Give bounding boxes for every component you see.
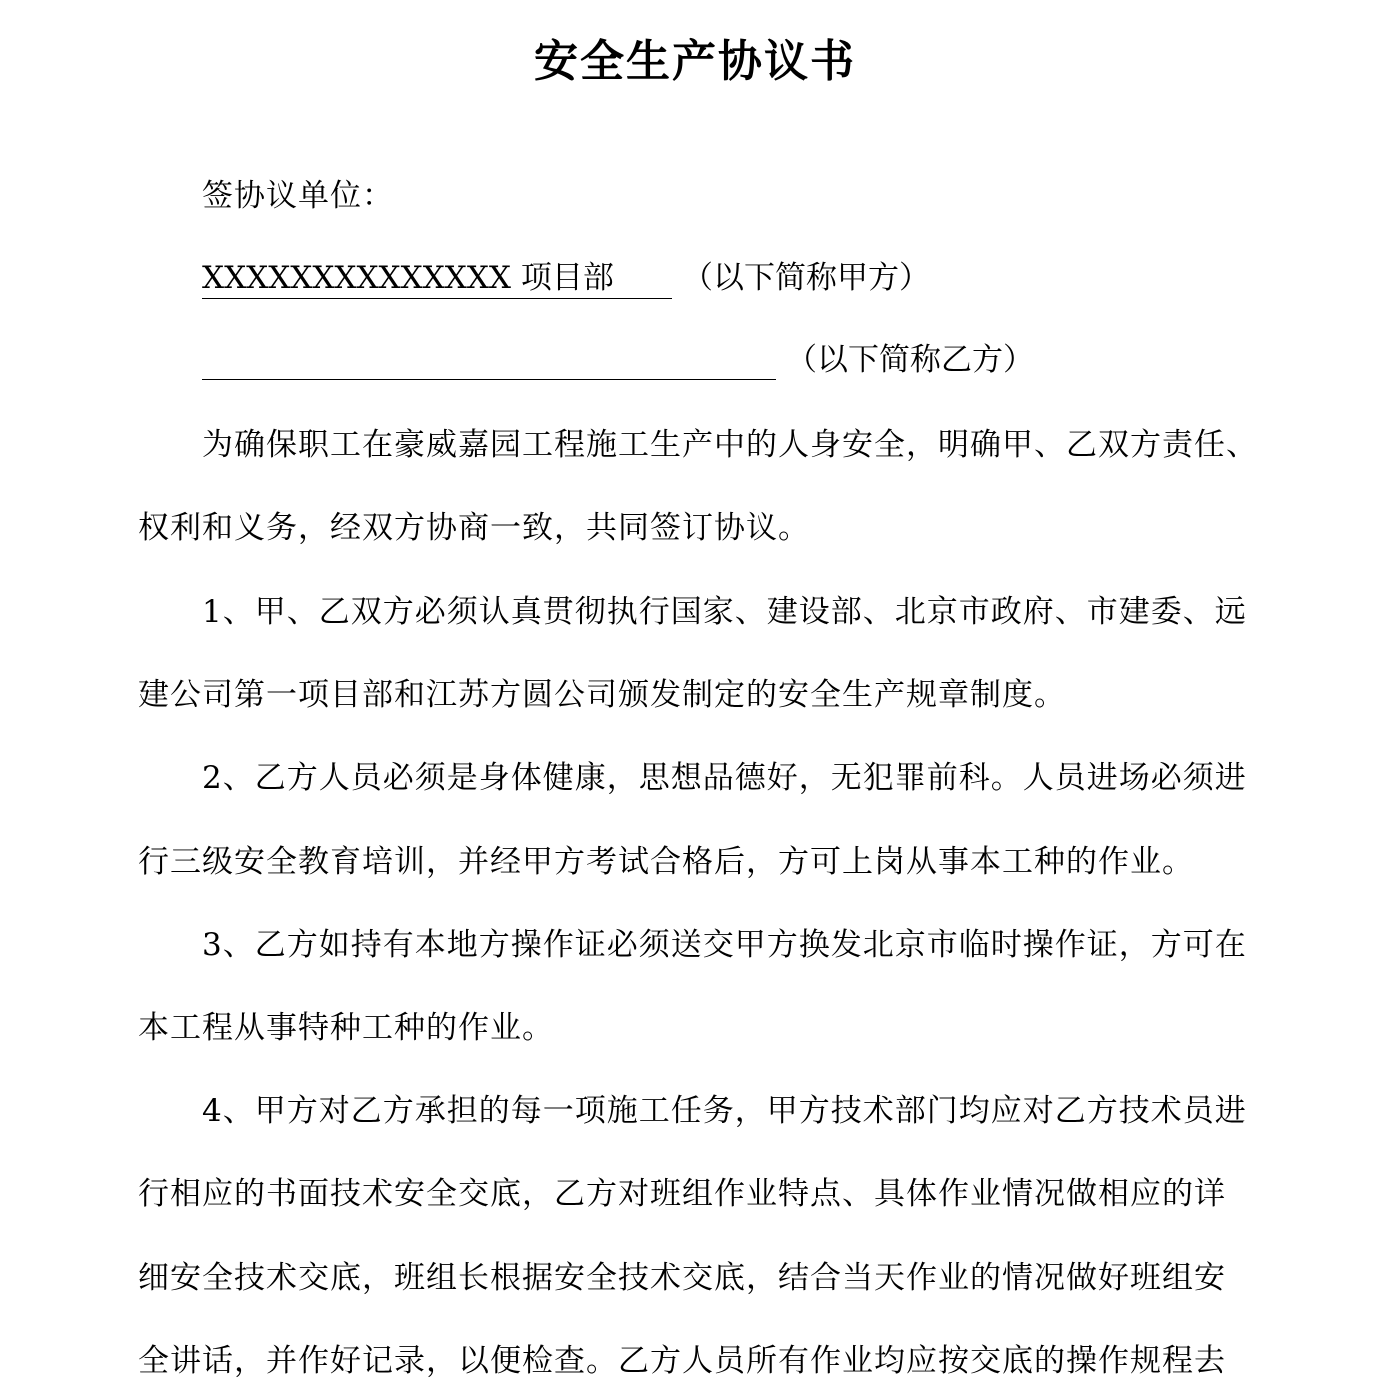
party-b-line bbox=[202, 340, 1034, 380]
paragraph-line: 全讲话，并作好记录，以便检查。乙方人员所有作业均应按交底的操作规程去 bbox=[138, 1343, 1226, 1379]
paragraph-line: 建公司第一项目部和江苏方圆公司颁发制定的安全生产规章制度。 bbox=[138, 677, 1066, 713]
paragraph-line: 细安全技术交底，班组长根据安全技术交底，结合当天作业的情况做好班组安 bbox=[138, 1260, 1226, 1296]
paragraph-line: 3、乙方如持有本地方操作证必须送交甲方换发北京市临时操作证，方可在 bbox=[202, 927, 1247, 963]
paragraph-line: 本工程从事特种工种的作业。 bbox=[138, 1010, 554, 1046]
paragraph-line: 2、乙方人员必须是身体健康，思想品德好，无犯罪前科。人员进场必须进 bbox=[202, 760, 1247, 796]
paragraph-line: 权利和义务，经双方协商一致，共同签订协议。 bbox=[138, 510, 810, 546]
paragraph-line: 行相应的书面技术安全交底，乙方对班组作业特点、具体作业情况做相应的详 bbox=[138, 1176, 1226, 1212]
party-b-name-blank bbox=[202, 343, 776, 380]
paragraph-line: 4、甲方对乙方承担的每一项施工任务，甲方技术部门均应对乙方技术员进 bbox=[202, 1093, 1247, 1129]
party-a-suffix: （以下简称甲方） bbox=[682, 260, 930, 296]
document-title: 安全生产协议书 bbox=[534, 36, 856, 87]
paragraph-line: 为确保职工在豪威嘉园工程施工生产中的人身安全，明确甲、乙双方责任、 bbox=[202, 427, 1258, 463]
party-a-line bbox=[202, 258, 930, 299]
party-a-name: XXXXXXXXXXXXXX 项目部 bbox=[202, 258, 672, 299]
paragraph-line: 1、甲、乙双方必须认真贯彻执行国家、建设部、北京市政府、市建委、远 bbox=[202, 594, 1247, 630]
signing-label: 签协议单位： bbox=[202, 178, 394, 214]
paragraph-line: 行三级安全教育培训，并经甲方考试合格后，方可上岗从事本工种的作业。 bbox=[138, 844, 1194, 880]
party-b-suffix: （以下简称乙方） bbox=[786, 342, 1034, 378]
